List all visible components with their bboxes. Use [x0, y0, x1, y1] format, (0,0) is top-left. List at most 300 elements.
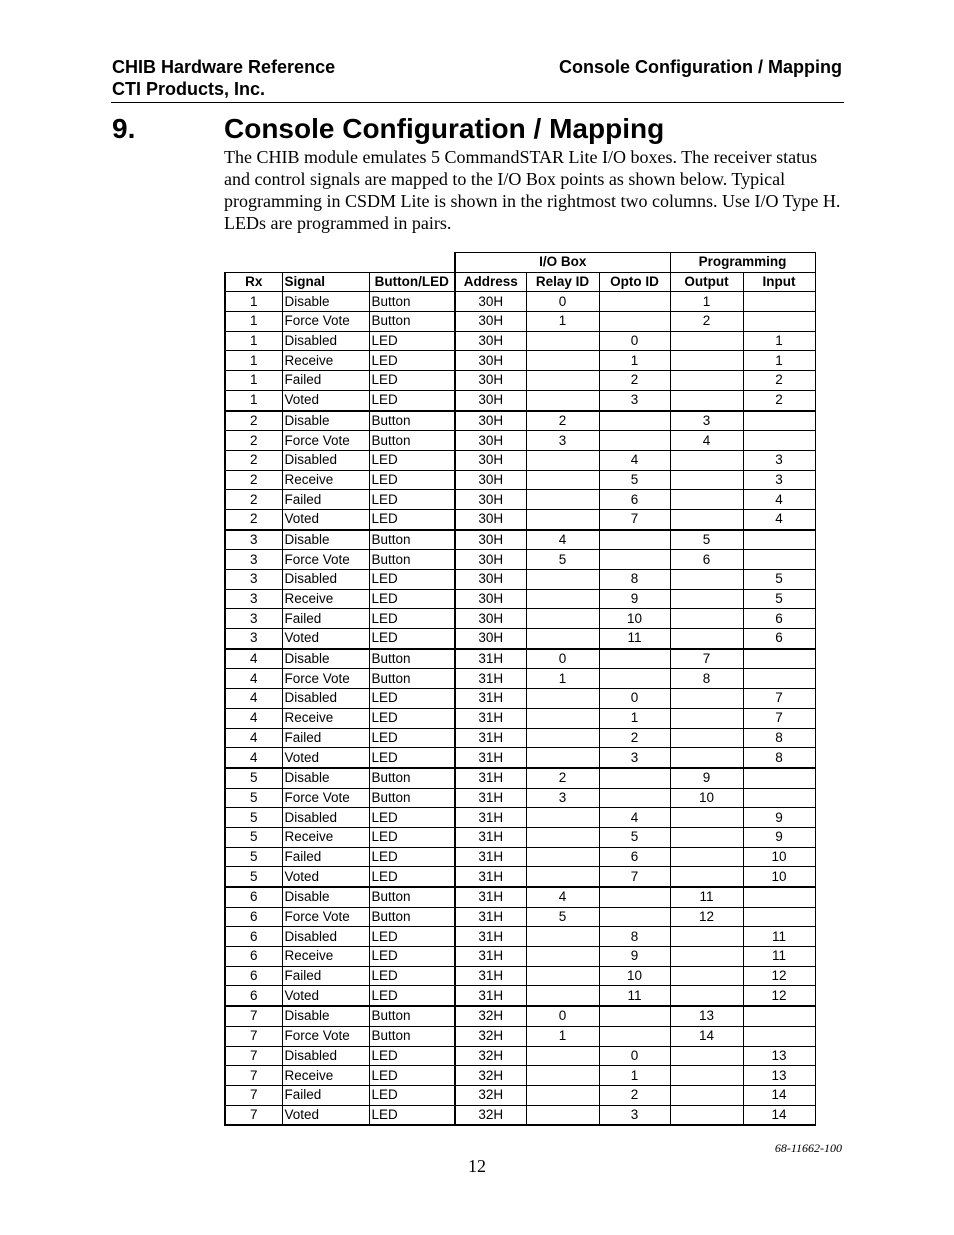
opto-id-cell — [599, 788, 670, 808]
signal-cell: Disable — [282, 411, 369, 431]
opto-id-cell — [599, 411, 670, 431]
input-cell: 6 — [743, 609, 815, 629]
opto-id-cell: 3 — [599, 748, 670, 768]
output-cell: 8 — [670, 669, 743, 689]
opto-id-cell — [599, 431, 670, 451]
table-row — [225, 887, 815, 907]
opto-id-cell: 4 — [599, 808, 670, 828]
input-cell: 3 — [743, 470, 815, 490]
rx-cell: 6 — [225, 966, 282, 986]
opto-id-cell: 2 — [599, 371, 670, 391]
relay-id-cell — [526, 1046, 599, 1066]
output-cell — [670, 986, 743, 1006]
address-cell: 31H — [455, 847, 526, 867]
input-cell — [743, 550, 815, 570]
table-row — [225, 689, 815, 709]
column-header-button-led: Button/LED — [369, 272, 455, 292]
opto-id-cell: 5 — [599, 470, 670, 490]
opto-id-cell: 9 — [599, 947, 670, 967]
type-cell: LED — [369, 986, 455, 1006]
input-cell: 9 — [743, 827, 815, 847]
header-company-name: CTI Products, Inc. — [112, 79, 266, 99]
rx-cell: 3 — [225, 629, 282, 649]
input-cell — [743, 887, 815, 907]
rx-cell: 6 — [225, 947, 282, 967]
input-cell: 4 — [743, 490, 815, 510]
type-cell: LED — [369, 1046, 455, 1066]
type-cell: LED — [369, 470, 455, 490]
opto-id-cell: 0 — [599, 1046, 670, 1066]
opto-id-cell: 8 — [599, 927, 670, 947]
opto-id-cell — [599, 530, 670, 550]
opto-id-cell: 6 — [599, 490, 670, 510]
column-header-opto-id: Opto ID — [599, 272, 670, 292]
output-cell — [670, 490, 743, 510]
opto-id-cell — [599, 887, 670, 907]
signal-cell: Disabled — [282, 450, 369, 470]
table-row — [225, 649, 815, 669]
address-cell: 30H — [455, 292, 526, 312]
relay-id-cell: 4 — [526, 530, 599, 550]
address-cell: 30H — [455, 530, 526, 550]
table-row — [225, 947, 815, 967]
opto-id-cell: 7 — [599, 509, 670, 529]
table-row — [225, 1026, 815, 1046]
io-mapping-table — [224, 252, 816, 1126]
address-cell: 30H — [455, 351, 526, 371]
address-cell: 32H — [455, 1006, 526, 1026]
address-cell: 31H — [455, 788, 526, 808]
rx-cell: 4 — [225, 728, 282, 748]
output-cell — [670, 470, 743, 490]
programming-group-header: Programming — [670, 253, 815, 273]
rx-cell: 5 — [225, 867, 282, 887]
address-cell: 31H — [455, 689, 526, 709]
input-cell — [743, 530, 815, 550]
output-cell: 1 — [670, 292, 743, 312]
type-cell: LED — [369, 490, 455, 510]
relay-id-cell — [526, 808, 599, 828]
signal-cell: Disable — [282, 887, 369, 907]
rx-cell: 4 — [225, 689, 282, 709]
input-cell: 13 — [743, 1046, 815, 1066]
relay-id-cell — [526, 371, 599, 391]
rx-cell: 3 — [225, 530, 282, 550]
input-cell: 11 — [743, 947, 815, 967]
input-cell — [743, 768, 815, 788]
input-cell: 10 — [743, 847, 815, 867]
table-row — [225, 411, 815, 431]
input-cell: 6 — [743, 629, 815, 649]
input-cell: 9 — [743, 808, 815, 828]
signal-cell: Failed — [282, 966, 369, 986]
address-cell: 32H — [455, 1066, 526, 1086]
relay-id-cell — [526, 490, 599, 510]
rx-cell: 2 — [225, 411, 282, 431]
signal-cell: Receive — [282, 947, 369, 967]
input-cell — [743, 312, 815, 332]
address-cell: 31H — [455, 986, 526, 1006]
table-row — [225, 1046, 815, 1066]
output-cell: 4 — [670, 431, 743, 451]
opto-id-cell: 8 — [599, 570, 670, 590]
relay-id-cell: 0 — [526, 1006, 599, 1026]
type-cell: Button — [369, 1006, 455, 1026]
signal-cell: Receive — [282, 470, 369, 490]
input-cell — [743, 649, 815, 669]
type-cell: LED — [369, 748, 455, 768]
relay-id-cell — [526, 748, 599, 768]
rx-cell: 2 — [225, 490, 282, 510]
table-row — [225, 490, 815, 510]
rx-cell: 7 — [225, 1066, 282, 1086]
signal-cell: Force Vote — [282, 431, 369, 451]
rx-cell: 2 — [225, 470, 282, 490]
type-cell: LED — [369, 947, 455, 967]
type-cell: LED — [369, 331, 455, 351]
signal-cell: Failed — [282, 371, 369, 391]
opto-id-cell — [599, 649, 670, 669]
input-cell: 5 — [743, 570, 815, 590]
output-cell: 13 — [670, 1006, 743, 1026]
relay-id-cell — [526, 450, 599, 470]
opto-id-cell: 6 — [599, 847, 670, 867]
document-number: 68-11662-100 — [774, 1141, 842, 1155]
output-cell — [670, 708, 743, 728]
signal-cell: Voted — [282, 748, 369, 768]
rx-cell: 3 — [225, 550, 282, 570]
input-cell: 7 — [743, 708, 815, 728]
relay-id-cell: 1 — [526, 1026, 599, 1046]
column-header-row — [225, 272, 815, 292]
relay-id-cell: 1 — [526, 669, 599, 689]
output-cell — [670, 390, 743, 410]
relay-id-cell — [526, 708, 599, 728]
rx-cell: 7 — [225, 1046, 282, 1066]
page-number: 12 — [468, 1156, 486, 1176]
type-cell: LED — [369, 570, 455, 590]
input-cell — [743, 431, 815, 451]
opto-id-cell: 11 — [599, 986, 670, 1006]
signal-cell: Failed — [282, 847, 369, 867]
table-row — [225, 470, 815, 490]
address-cell: 30H — [455, 589, 526, 609]
output-cell — [670, 927, 743, 947]
opto-id-cell — [599, 292, 670, 312]
relay-id-cell — [526, 1105, 599, 1125]
output-cell: 5 — [670, 530, 743, 550]
opto-id-cell: 10 — [599, 966, 670, 986]
signal-cell: Receive — [282, 351, 369, 371]
output-cell: 7 — [670, 649, 743, 669]
signal-cell: Voted — [282, 509, 369, 529]
rx-cell: 4 — [225, 748, 282, 768]
output-cell — [670, 1105, 743, 1125]
rx-cell: 6 — [225, 986, 282, 1006]
type-cell: LED — [369, 808, 455, 828]
input-cell: 11 — [743, 927, 815, 947]
rx-cell: 3 — [225, 609, 282, 629]
type-cell: LED — [369, 509, 455, 529]
output-cell — [670, 827, 743, 847]
table-row — [225, 808, 815, 828]
opto-id-cell: 9 — [599, 589, 670, 609]
column-header-input: Input — [743, 272, 815, 292]
signal-cell: Disabled — [282, 927, 369, 947]
signal-cell: Force Vote — [282, 907, 369, 927]
table-row — [225, 331, 815, 351]
address-cell: 31H — [455, 708, 526, 728]
type-cell: Button — [369, 907, 455, 927]
output-cell — [670, 689, 743, 709]
input-cell — [743, 907, 815, 927]
address-cell: 30H — [455, 609, 526, 629]
table-row — [225, 1006, 815, 1026]
relay-id-cell — [526, 986, 599, 1006]
table-row — [225, 986, 815, 1006]
type-cell: Button — [369, 1026, 455, 1046]
address-cell: 31H — [455, 887, 526, 907]
rx-cell: 1 — [225, 390, 282, 410]
opto-id-cell: 1 — [599, 1066, 670, 1086]
table-row — [225, 708, 815, 728]
address-cell: 30H — [455, 470, 526, 490]
relay-id-cell: 2 — [526, 411, 599, 431]
rx-cell: 6 — [225, 887, 282, 907]
relay-id-cell — [526, 827, 599, 847]
type-cell: LED — [369, 390, 455, 410]
relay-id-cell — [526, 947, 599, 967]
signal-cell: Force Vote — [282, 550, 369, 570]
rx-cell: 7 — [225, 1026, 282, 1046]
output-cell — [670, 509, 743, 529]
output-cell — [670, 1066, 743, 1086]
input-cell: 14 — [743, 1105, 815, 1125]
rx-cell: 5 — [225, 808, 282, 828]
table-row — [225, 390, 815, 410]
group-header-row — [225, 253, 815, 273]
signal-cell: Voted — [282, 986, 369, 1006]
type-cell: LED — [369, 629, 455, 649]
table-row — [225, 1105, 815, 1125]
relay-id-cell: 5 — [526, 907, 599, 927]
type-cell: Button — [369, 292, 455, 312]
output-cell: 14 — [670, 1026, 743, 1046]
address-cell: 30H — [455, 331, 526, 351]
output-cell — [670, 748, 743, 768]
output-cell — [670, 351, 743, 371]
input-cell: 8 — [743, 748, 815, 768]
address-cell: 30H — [455, 431, 526, 451]
type-cell: LED — [369, 450, 455, 470]
signal-cell: Failed — [282, 490, 369, 510]
output-cell — [670, 331, 743, 351]
relay-id-cell — [526, 470, 599, 490]
table-row — [225, 609, 815, 629]
signal-cell: Receive — [282, 827, 369, 847]
table-row — [225, 847, 815, 867]
type-cell: LED — [369, 847, 455, 867]
address-cell: 30H — [455, 411, 526, 431]
rx-cell: 3 — [225, 570, 282, 590]
intro-paragraph: The CHIB module emulates 5 CommandSTAR Lite I/O boxes. The receiver status and control signals are mapped to the I/O Box points as shown below. Typical programming in CSDM Lite is shown in the rightmost two columns. Use I/O Type H. LEDs are programmed in pairs. — [224, 147, 841, 233]
rx-cell: 5 — [225, 788, 282, 808]
relay-id-cell — [526, 1085, 599, 1105]
table-row — [225, 629, 815, 649]
opto-id-cell: 2 — [599, 728, 670, 748]
signal-cell: Voted — [282, 390, 369, 410]
column-header-address: Address — [455, 272, 526, 292]
address-cell: 31H — [455, 947, 526, 967]
type-cell: LED — [369, 1085, 455, 1105]
output-cell: 12 — [670, 907, 743, 927]
type-cell: LED — [369, 589, 455, 609]
signal-cell: Disable — [282, 768, 369, 788]
signal-cell: Disable — [282, 649, 369, 669]
opto-id-cell: 1 — [599, 351, 670, 371]
type-cell: LED — [369, 827, 455, 847]
rx-cell: 1 — [225, 371, 282, 391]
opto-id-cell — [599, 312, 670, 332]
input-cell: 5 — [743, 589, 815, 609]
output-cell — [670, 947, 743, 967]
type-cell: Button — [369, 431, 455, 451]
type-cell: Button — [369, 411, 455, 431]
output-cell: 2 — [670, 312, 743, 332]
type-cell: Button — [369, 669, 455, 689]
signal-cell: Disable — [282, 530, 369, 550]
rx-cell: 5 — [225, 847, 282, 867]
input-cell: 7 — [743, 689, 815, 709]
signal-cell: Force Vote — [282, 669, 369, 689]
table-row — [225, 570, 815, 590]
table-row — [225, 927, 815, 947]
relay-id-cell: 2 — [526, 768, 599, 788]
input-cell — [743, 669, 815, 689]
signal-cell: Failed — [282, 1085, 369, 1105]
input-cell: 13 — [743, 1066, 815, 1086]
address-cell: 30H — [455, 570, 526, 590]
relay-id-cell: 0 — [526, 292, 599, 312]
relay-id-cell: 4 — [526, 887, 599, 907]
opto-id-cell: 7 — [599, 867, 670, 887]
relay-id-cell — [526, 629, 599, 649]
address-cell: 31H — [455, 927, 526, 947]
relay-id-cell: 3 — [526, 788, 599, 808]
output-cell — [670, 728, 743, 748]
address-cell: 30H — [455, 312, 526, 332]
address-cell: 31H — [455, 907, 526, 927]
address-cell: 31H — [455, 827, 526, 847]
type-cell: LED — [369, 867, 455, 887]
type-cell: LED — [369, 966, 455, 986]
blank-header-cell — [225, 253, 282, 273]
column-header-relay-id: Relay ID — [526, 272, 599, 292]
input-cell: 14 — [743, 1085, 815, 1105]
opto-id-cell: 11 — [599, 629, 670, 649]
output-cell — [670, 609, 743, 629]
address-cell: 31H — [455, 748, 526, 768]
input-cell: 12 — [743, 966, 815, 986]
address-cell: 30H — [455, 550, 526, 570]
table-row — [225, 431, 815, 451]
relay-id-cell — [526, 390, 599, 410]
signal-cell: Voted — [282, 867, 369, 887]
output-cell: 10 — [670, 788, 743, 808]
table-row — [225, 867, 815, 887]
table-row — [225, 509, 815, 529]
type-cell: Button — [369, 788, 455, 808]
output-cell — [670, 847, 743, 867]
relay-id-cell — [526, 331, 599, 351]
table-row — [225, 371, 815, 391]
signal-cell: Force Vote — [282, 312, 369, 332]
address-cell: 32H — [455, 1026, 526, 1046]
column-header-rx: Rx — [225, 272, 282, 292]
type-cell: LED — [369, 1066, 455, 1086]
header-document-title: CHIB Hardware Reference — [112, 57, 336, 77]
output-cell — [670, 629, 743, 649]
table-row — [225, 312, 815, 332]
signal-cell: Disabled — [282, 331, 369, 351]
output-cell — [670, 1085, 743, 1105]
type-cell: Button — [369, 530, 455, 550]
section-number: 9. — [112, 113, 136, 144]
type-cell: LED — [369, 927, 455, 947]
rx-cell: 7 — [225, 1006, 282, 1026]
table-row — [225, 1066, 815, 1086]
opto-id-cell — [599, 907, 670, 927]
opto-id-cell: 0 — [599, 689, 670, 709]
input-cell: 2 — [743, 390, 815, 410]
signal-cell: Disabled — [282, 689, 369, 709]
signal-cell: Failed — [282, 728, 369, 748]
column-header-output: Output — [670, 272, 743, 292]
signal-cell: Voted — [282, 1105, 369, 1125]
type-cell: LED — [369, 351, 455, 371]
input-cell: 2 — [743, 371, 815, 391]
rx-cell: 2 — [225, 431, 282, 451]
input-cell: 3 — [743, 450, 815, 470]
type-cell: LED — [369, 708, 455, 728]
rx-cell: 2 — [225, 450, 282, 470]
table-row — [225, 907, 815, 927]
relay-id-cell — [526, 867, 599, 887]
output-cell — [670, 1046, 743, 1066]
table-row — [225, 589, 815, 609]
address-cell: 32H — [455, 1105, 526, 1125]
opto-id-cell: 0 — [599, 331, 670, 351]
relay-id-cell: 1 — [526, 312, 599, 332]
rx-cell: 4 — [225, 649, 282, 669]
address-cell: 31H — [455, 728, 526, 748]
relay-id-cell — [526, 966, 599, 986]
address-cell: 32H — [455, 1085, 526, 1105]
opto-id-cell — [599, 768, 670, 788]
address-cell: 31H — [455, 966, 526, 986]
output-cell — [670, 570, 743, 590]
relay-id-cell: 3 — [526, 431, 599, 451]
input-cell — [743, 788, 815, 808]
output-cell: 11 — [670, 887, 743, 907]
rx-cell: 4 — [225, 669, 282, 689]
type-cell: LED — [369, 728, 455, 748]
rx-cell: 5 — [225, 827, 282, 847]
signal-cell: Voted — [282, 629, 369, 649]
opto-id-cell: 3 — [599, 390, 670, 410]
type-cell: LED — [369, 1105, 455, 1125]
input-cell: 8 — [743, 728, 815, 748]
